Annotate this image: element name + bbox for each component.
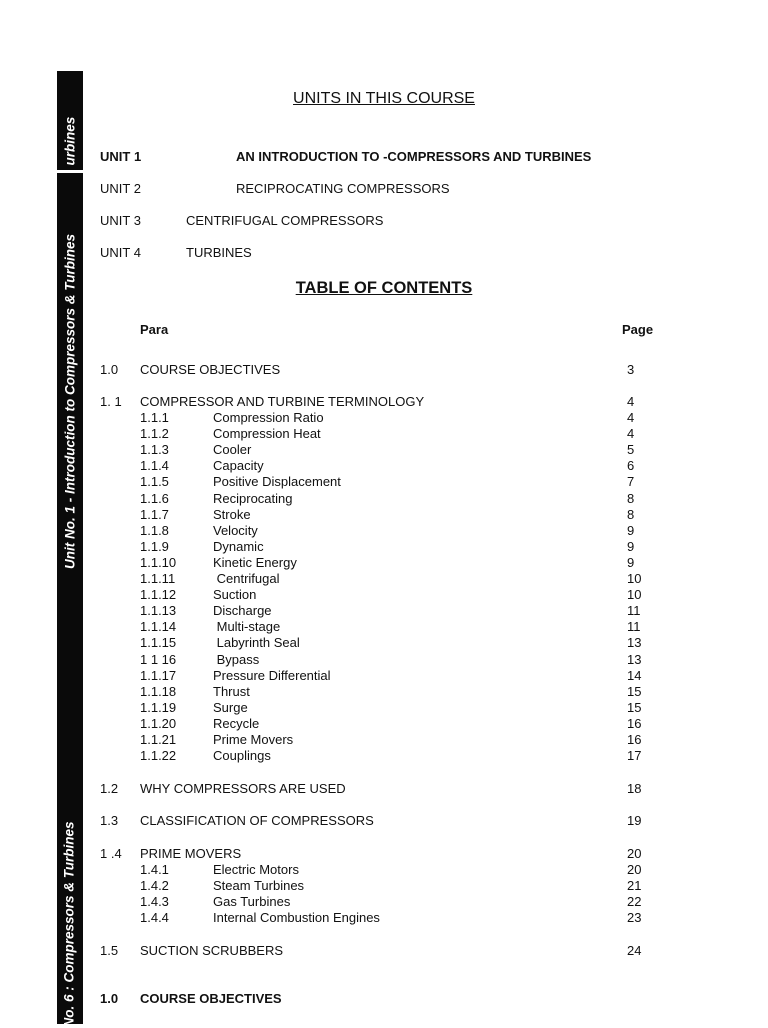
toc-subentry-title: Discharge (213, 603, 272, 619)
toc-title: TABLE OF CONTENTS (295, 279, 473, 297)
unit-2-title: RECIPROCATING COMPRESSORS (236, 181, 450, 196)
band-divider (57, 170, 85, 173)
toc-subentry-number: 1.1.8 (140, 522, 169, 538)
col-header-para: Para (140, 322, 169, 337)
toc-subentry-page: 11 (627, 619, 641, 635)
side-band-bottom-label: No. 6 : Compressors & Turbines (61, 821, 77, 1028)
toc-subentry-title: Velocity (213, 522, 258, 538)
unit-4-label: UNIT 4 (100, 245, 141, 260)
toc-subentry-page: 9 (627, 554, 635, 570)
toc-page: 19 (627, 813, 642, 828)
toc-page: 4 (627, 394, 635, 409)
toc-subentry-number: 1.1.19 (140, 699, 177, 715)
unit-4-title: TURBINES (186, 245, 252, 260)
toc-subentry-title: Surge (213, 699, 248, 715)
toc-subentry-number: 1.1.21 (140, 732, 177, 747)
unit-1-label: UNIT 1 (100, 149, 142, 164)
toc-subentry-page: 21 (627, 878, 642, 894)
toc-subentry-title: Stroke (213, 506, 251, 522)
side-band-top-label: urbines (62, 116, 78, 166)
toc-num: 1.2 (100, 781, 119, 796)
toc-subentry-page: 6 (627, 458, 635, 474)
toc-num: 1.5 (100, 943, 119, 958)
toc-subentry-number: 1.1.6 (140, 490, 169, 506)
toc-subentry-page: 4 (627, 426, 635, 442)
toc-subentry-title: Kinetic Energy (213, 554, 297, 570)
toc-subentry-page: 20 (627, 862, 642, 877)
toc-subentry-title: Cooler (213, 442, 252, 458)
toc-title-entry: COURSE OBJECTIVES (140, 362, 281, 377)
unit-3-title: CENTRIFUGAL COMPRESSORS (186, 213, 384, 228)
toc-page: 3 (627, 362, 635, 377)
toc-subentry-title: Multi-stage (213, 619, 281, 635)
toc-subentry-number: 1.4.3 (140, 894, 169, 910)
toc-subentry-number: 1.1.11 (140, 571, 176, 586)
toc-subentry-title: Bypass (213, 651, 260, 667)
section-title: COURSE OBJECTIVES (140, 991, 282, 1006)
toc-subentry-title: Recycle (213, 715, 260, 731)
toc-page: 24 (627, 943, 642, 958)
toc-subentry-title: Steam Turbines (213, 878, 305, 894)
toc-subentry-title: Capacity (213, 458, 264, 474)
toc-subentry-number: 1 1 16 (140, 651, 177, 667)
toc-num: 1. 1 (100, 394, 122, 409)
toc-subentry-page: 5 (627, 442, 635, 458)
toc-subentry-page: 16 (627, 715, 642, 731)
unit-1-title: AN INTRODUCTION TO -COMPRESSORS AND TURBINES (236, 149, 592, 164)
toc-subentry-page: 10 (627, 587, 642, 603)
toc-subentry-page: 13 (627, 651, 642, 667)
units-title: UNITS IN THIS COURSE (293, 90, 475, 107)
toc-subentry-page: 8 (627, 490, 635, 506)
toc-subentry-page: 4 (627, 410, 635, 425)
toc-page: 18 (627, 781, 642, 796)
toc-subentry-page: 23 (627, 910, 642, 926)
toc-subentry-number: 1.1.2 (140, 426, 169, 442)
toc-subentry-title: Internal Combustion Engines (213, 910, 380, 926)
toc-subentry-number: 1.1.22 (140, 748, 177, 764)
toc-num: 1.0 (100, 362, 119, 377)
toc-subentry-number: 1.1.7 (140, 506, 169, 522)
toc-subentry-title: Labyrinth Seal (213, 635, 300, 651)
toc-num: 1.3 (100, 813, 119, 828)
toc-subentry-page: 9 (627, 538, 635, 554)
toc-subentry-number: 1.1.9 (140, 538, 169, 554)
toc-subentry-number: 1.1.3 (140, 442, 169, 458)
toc-title-entry: WHY COMPRESSORS ARE USED (140, 781, 346, 796)
toc-subentry-title: Thrust (213, 683, 250, 699)
col-header-page: Page (622, 322, 654, 337)
toc-subentry-title: Positive Displacement (213, 474, 341, 490)
toc-subentry-number: 1.1.14 (140, 619, 177, 635)
section-number: 1.0 (100, 991, 119, 1006)
toc-subentry-number: 1.1.13 (140, 603, 177, 619)
side-band-main-label: Unit No. 1 - Introduction to Compressors & Turbines (62, 234, 78, 570)
toc-subentry-page: 22 (627, 894, 642, 910)
toc-subentry-page: 11 (627, 603, 641, 619)
toc-num: 1 .4 (100, 846, 122, 861)
toc-subentry-title: Compression Ratio (213, 410, 324, 425)
toc-subentry-title: Pressure Differential (213, 667, 331, 683)
toc-subentry-number: 1.1.18 (140, 683, 177, 699)
toc-subentry-title: Reciprocating (213, 490, 293, 506)
toc-subentry-title: Electric Motors (213, 862, 299, 877)
unit-3-label: UNIT 3 (100, 213, 141, 228)
toc-subentry-number: 1.1.5 (140, 474, 169, 490)
toc-subentry-number: 1.4.2 (140, 878, 169, 894)
toc-subentry-title: Couplings (213, 748, 271, 764)
toc-subentry-title: Gas Turbines (213, 894, 291, 910)
toc-subentry-number: 1.1.1 (140, 410, 169, 425)
toc-title-entry: CLASSIFICATION OF COMPRESSORS (140, 813, 374, 828)
toc-page: 20 (627, 846, 642, 861)
toc-subentry-page: 9 (627, 522, 635, 538)
toc-subentry-title: Prime Movers (213, 732, 294, 747)
toc-subentry-page: 15 (627, 699, 642, 715)
toc-title-entry: COMPRESSOR AND TURBINE TERMINOLOGY (140, 394, 425, 409)
toc-subentry-number: 1.4.4 (140, 910, 169, 926)
toc-subentry-page: 15 (627, 683, 642, 699)
toc-subentry-number: 1.1.10 (140, 554, 177, 570)
toc-subentry-page: 13 (627, 635, 642, 651)
toc-subentry-page: 14 (627, 667, 642, 683)
toc-subentry-title: Suction (213, 587, 257, 603)
toc-subentry-number: 1.1.15 (140, 635, 177, 651)
toc-title-entry: SUCTION SCRUBBERS (140, 943, 284, 958)
toc-subentry-title: Compression Heat (213, 426, 321, 442)
toc-subentry-page: 17 (627, 748, 642, 764)
toc-subentry-title: Centrifugal (213, 571, 280, 586)
toc-subentry-page: 7 (627, 474, 635, 490)
toc-subentry-number: 1.1.20 (140, 715, 177, 731)
unit-2-label: UNIT 2 (100, 181, 141, 196)
toc-subentry-number: 1.1.4 (140, 458, 169, 474)
toc-subentry-number: 1.1.12 (140, 587, 177, 603)
toc-subentry-title: Dynamic (213, 538, 264, 554)
toc-subentry-number: 1.1.17 (140, 667, 177, 683)
toc-subentry-number: 1.4.1 (140, 862, 169, 877)
toc-subentry-page: 8 (627, 506, 635, 522)
toc-subentry-page: 16 (627, 732, 642, 747)
toc-title-entry: PRIME MOVERS (140, 846, 242, 861)
toc-subentry-page: 10 (627, 571, 642, 586)
